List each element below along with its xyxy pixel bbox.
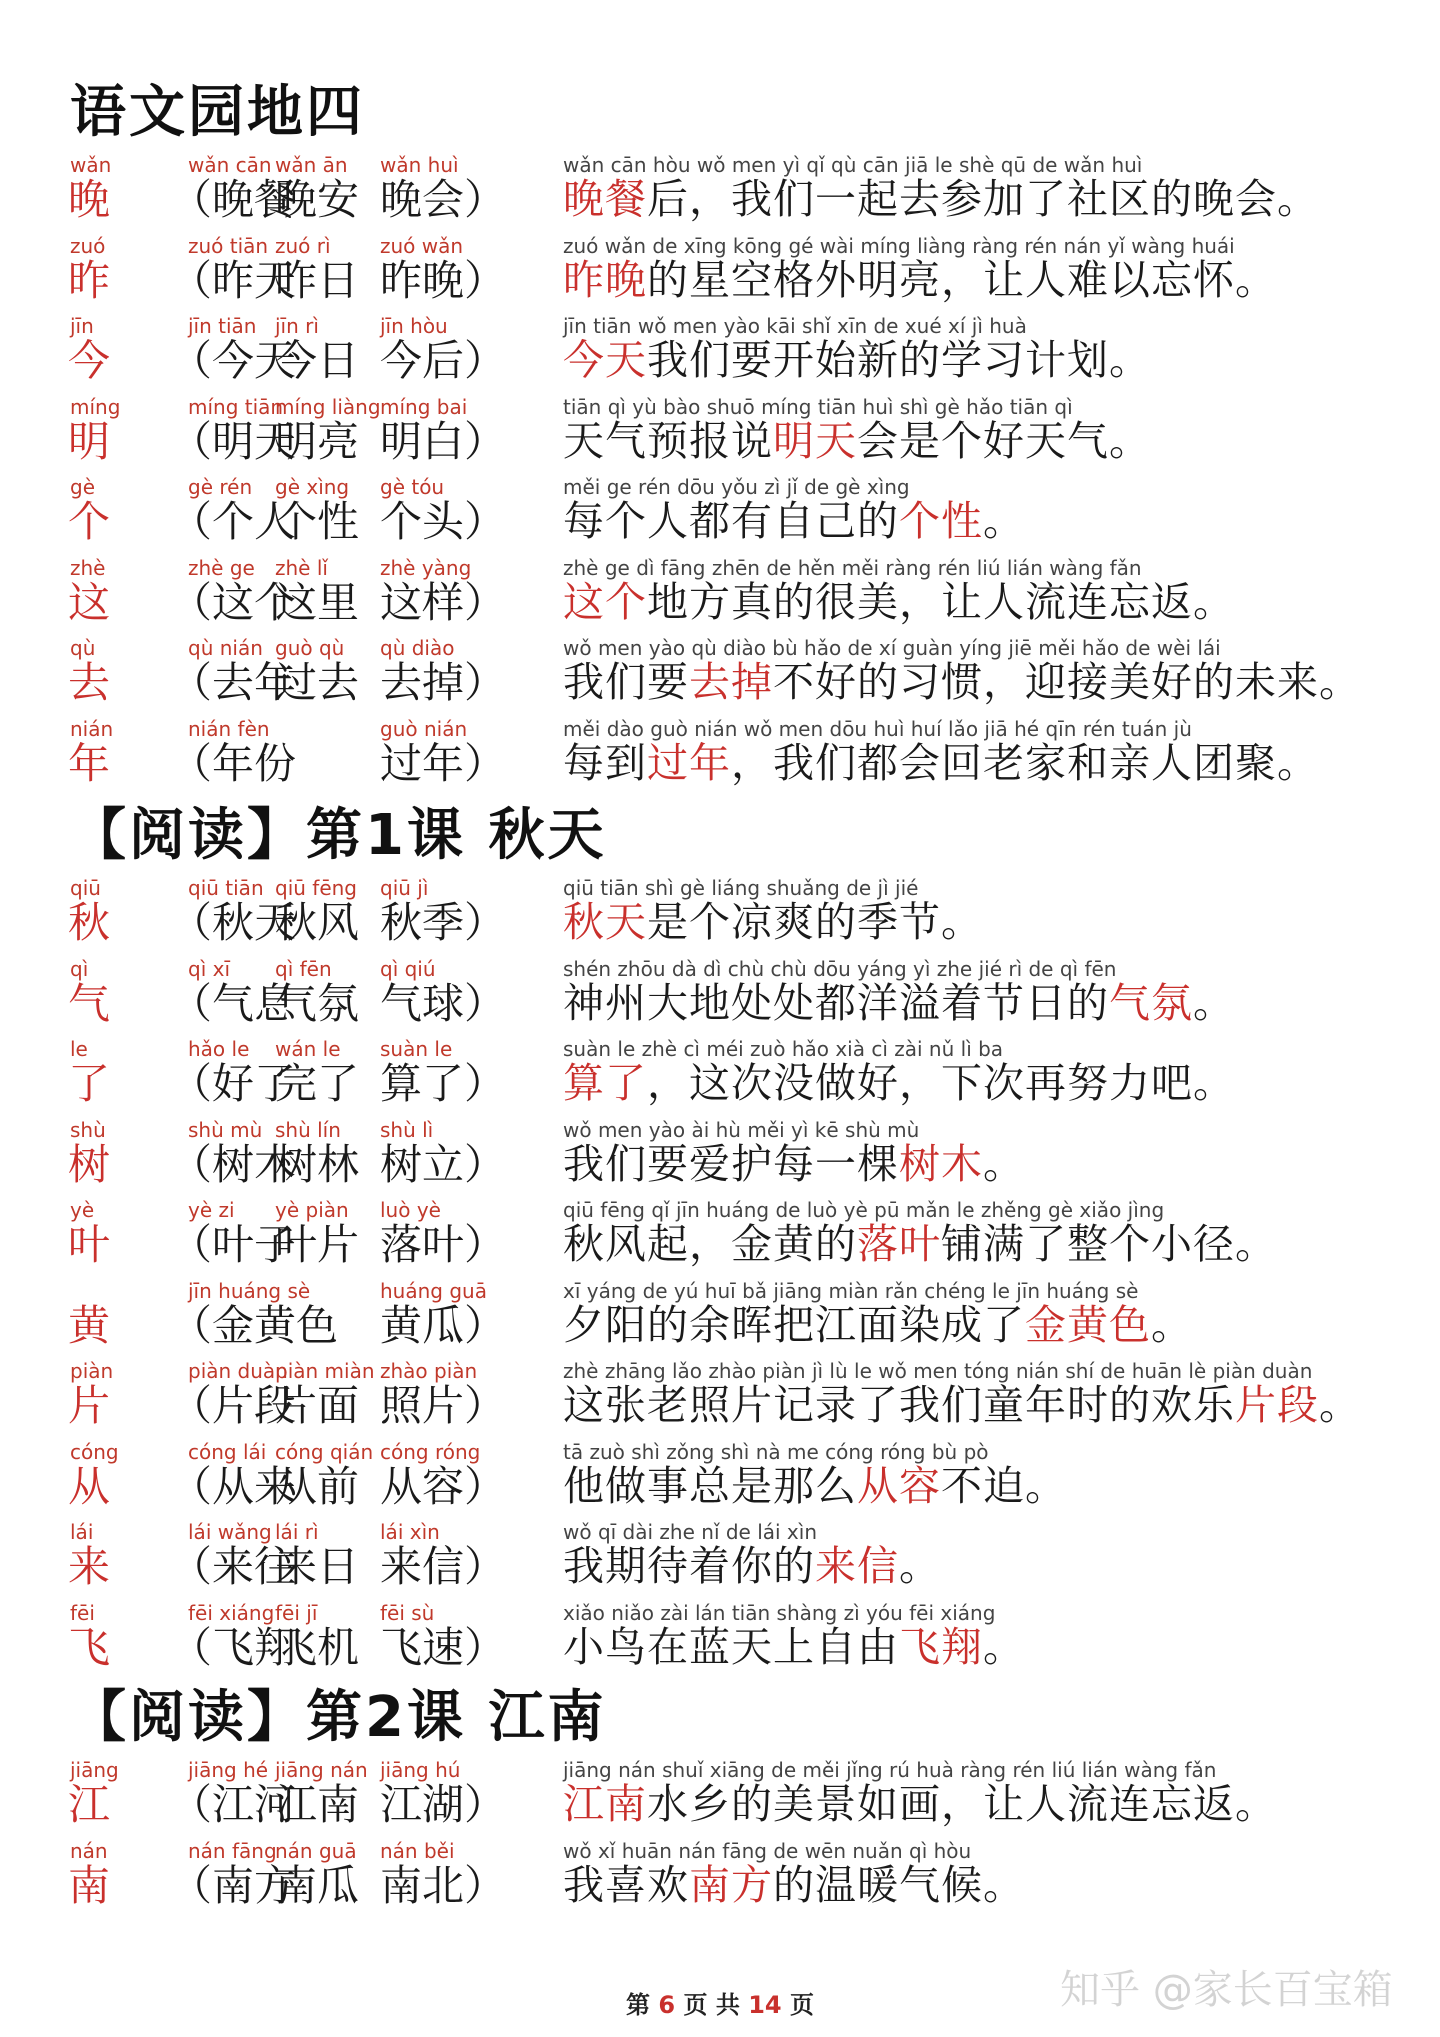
sentence-text	[563, 336, 1423, 384]
target-character: 叶	[68, 1220, 111, 1269]
vocab-row	[0, 316, 1440, 398]
char-pinyin: jiāng	[70, 1758, 119, 1782]
section-title: 语文园地四	[70, 80, 365, 145]
vocab-row	[0, 233, 1440, 318]
example-word: 昨晚）	[380, 255, 507, 305]
word-pinyin: fēi sù	[380, 1600, 435, 1625]
sentence-part: 他做事总是那么	[563, 1461, 857, 1510]
word-pinyin: fēi xiáng	[188, 1600, 275, 1625]
word-pinyin: jiāng hú	[380, 1758, 461, 1782]
example-sentence	[563, 716, 1423, 787]
example-word: 去掉）	[380, 658, 507, 707]
sentence-text	[563, 1622, 1423, 1671]
example-word: 这里	[275, 577, 360, 627]
sentence-pinyin: qiū fēng qǐ jīn huáng de luò yè pū mǎn le zhěng gè xiǎo jìng	[563, 1198, 1165, 1222]
example-word: （昨天	[170, 255, 297, 305]
example-word: 江南	[275, 1780, 360, 1829]
vocab-row	[0, 638, 1440, 720]
vocab-row	[0, 1439, 1440, 1524]
word-pinyin: nán běi	[380, 1838, 455, 1863]
vocab-row	[0, 1117, 1440, 1202]
sentence-part: 地方真的很美，让人流连忘返。	[647, 577, 1235, 626]
example-word: 照片）	[380, 1381, 507, 1430]
sentence-part: 不好的习惯，迎接美好的未来。	[773, 658, 1361, 706]
char-pinyin: gè	[70, 475, 95, 499]
char-pinyin: piàn	[70, 1359, 114, 1383]
highlighted-word: 算了	[563, 1059, 647, 1107]
sentence-pinyin: qiū tiān shì gè liáng shuǎng de jì jié	[563, 876, 919, 900]
word-pinyin: zuó tiān	[188, 233, 269, 258]
sentence-pinyin: wǒ xǐ huān nán fāng de wēn nuǎn qì hòu	[563, 1838, 972, 1863]
example-word: 南瓜	[275, 1860, 360, 1910]
example-word: 这样）	[380, 577, 507, 627]
sentence-part: 我期待着你的	[563, 1542, 815, 1590]
highlighted-word: 树木	[899, 1139, 983, 1188]
word-pinyin: qì fēn	[275, 956, 332, 981]
target-character: 秋	[68, 898, 111, 947]
word-pinyin: piàn miàn	[275, 1359, 375, 1383]
sentence-part: 。	[1151, 1300, 1193, 1349]
sentence-part: 后，我们一起去参加了社区的晚会。	[647, 175, 1319, 223]
target-character: 从	[68, 1461, 111, 1511]
example-word: 飞速）	[380, 1622, 507, 1672]
sentence-text	[563, 1220, 1423, 1268]
sentence-text	[563, 1381, 1423, 1429]
sentence-text	[563, 1860, 1423, 1909]
section-title: 【阅读】第2课 江南	[70, 1685, 607, 1750]
word-pinyin: shù lín	[275, 1117, 341, 1142]
sentence-pinyin: jiāng nán shuǐ xiāng de měi jǐng rú huà ràng rén liú lián wàng fǎn	[563, 1758, 1217, 1782]
example-word: （今天	[170, 336, 297, 385]
sentence-text	[563, 255, 1423, 304]
highlighted-word: 来信	[815, 1542, 899, 1590]
char-pinyin: le	[70, 1037, 88, 1061]
example-sentence	[563, 1520, 1423, 1590]
example-word: 秋季）	[380, 898, 507, 947]
highlighted-word: 江南	[563, 1780, 647, 1828]
word-pinyin: qì xī	[188, 956, 231, 981]
target-character: 明	[68, 416, 111, 466]
char-pinyin: nián	[70, 716, 114, 741]
sentence-part: 不迫。	[941, 1461, 1067, 1510]
target-character: 去	[68, 658, 111, 707]
highlighted-word: 明天	[773, 416, 857, 465]
char-pinyin: fēi	[70, 1600, 95, 1625]
example-word: 气氛	[275, 978, 360, 1028]
example-word: 算了）	[380, 1059, 507, 1108]
word-pinyin: qiū jì	[380, 876, 429, 900]
sentence-text	[563, 898, 1423, 946]
sentence-part: 这张老照片记录了我们童年时的欢乐	[563, 1381, 1235, 1429]
section-title: 【阅读】第1课 秋天	[70, 803, 607, 868]
word-pinyin: yè piàn	[275, 1198, 349, 1222]
example-word: 从容）	[380, 1461, 507, 1511]
target-character: 这	[68, 577, 111, 627]
target-character: 晚	[68, 175, 111, 224]
target-character: 黄	[68, 1300, 111, 1350]
sentence-part: 铺满了整个小径。	[941, 1220, 1277, 1268]
word-pinyin: qù diào	[380, 636, 455, 660]
word-pinyin: jīn rì	[275, 314, 319, 338]
example-sentence	[563, 394, 1423, 465]
word-pinyin: zuó wǎn	[380, 233, 464, 258]
target-character: 片	[68, 1381, 111, 1430]
word-pinyin: hǎo le	[188, 1037, 250, 1061]
word-pinyin: míng liàng	[275, 394, 381, 419]
word-pinyin: yè zi	[188, 1198, 235, 1222]
example-sentence	[563, 1838, 1423, 1909]
highlighted-word: 落叶	[857, 1220, 941, 1268]
example-word: 今日	[275, 336, 360, 385]
example-sentence	[563, 1037, 1423, 1107]
vocab-row	[0, 477, 1440, 559]
char-pinyin: yè	[70, 1198, 95, 1222]
example-sentence	[563, 1359, 1423, 1429]
sentence-text	[563, 1059, 1423, 1107]
highlighted-word: 去掉	[689, 658, 773, 706]
example-word: （个人	[170, 497, 297, 546]
example-sentence	[563, 1198, 1423, 1268]
word-pinyin: jiāng nán	[275, 1758, 368, 1782]
highlighted-word: 个性	[899, 497, 983, 545]
sentence-pinyin: wǎn cān hòu wǒ men yì qǐ qù cān jiā le shè qū de wǎn huì	[563, 153, 1143, 177]
vocab-row	[0, 1522, 1440, 1604]
example-word: 叶片	[275, 1220, 360, 1269]
example-word: 来信）	[380, 1542, 507, 1591]
example-sentence	[563, 475, 1423, 545]
example-word: （气息	[170, 978, 297, 1028]
sentence-pinyin: měi dào guò nián wǒ men dōu huì huí lǎo jiā hé qīn rén tuán jù	[563, 716, 1192, 741]
sentence-part: ，我们都会回老家和亲人团聚。	[731, 738, 1319, 787]
word-pinyin: míng bai	[380, 394, 468, 419]
example-word: 过去	[275, 658, 360, 707]
word-pinyin: lái wǎng	[188, 1520, 272, 1544]
vocab-row	[0, 155, 1440, 237]
word-pinyin: fēi jī	[275, 1600, 318, 1625]
word-pinyin: qiū fēng	[275, 876, 358, 900]
example-word: 来日	[275, 1542, 360, 1591]
word-pinyin: nán fāng	[188, 1838, 277, 1863]
word-pinyin: cóng lái	[188, 1439, 267, 1464]
sentence-part: 。	[899, 1542, 941, 1590]
example-word: 落叶）	[380, 1220, 507, 1269]
vocab-row	[0, 1361, 1440, 1443]
example-word: （树木	[170, 1139, 297, 1189]
example-word: 晚会）	[380, 175, 507, 224]
sentence-pinyin: wǒ men yào ài hù měi yì kē shù mù	[563, 1117, 920, 1142]
example-word: 秋风	[275, 898, 360, 947]
target-character: 来	[68, 1542, 111, 1591]
highlighted-word: 片段	[1235, 1381, 1319, 1429]
sentence-part: 的温暖气候。	[773, 1860, 1025, 1909]
word-pinyin: zhào piàn	[380, 1359, 478, 1383]
example-word: 明亮	[275, 416, 360, 466]
sentence-part: 的星空格外明亮，让人难以忘怀。	[647, 255, 1277, 304]
sentence-text	[563, 577, 1423, 626]
sentence-part: 。	[1193, 978, 1235, 1027]
example-word: （秋天	[170, 898, 297, 947]
sentence-part: 。	[983, 1622, 1025, 1671]
example-word: 南北）	[380, 1860, 507, 1910]
example-word: 气球）	[380, 978, 507, 1028]
word-pinyin: nán guā	[275, 1838, 357, 1863]
word-pinyin: qì qiú	[380, 956, 436, 981]
word-pinyin: qiū tiān	[188, 876, 264, 900]
word-pinyin: zhè ge	[188, 555, 255, 580]
example-word: 江湖）	[380, 1780, 507, 1829]
word-pinyin: zuó rì	[275, 233, 331, 258]
example-word: 树立）	[380, 1139, 507, 1189]
char-pinyin: qiū	[70, 876, 101, 900]
sentence-text	[563, 978, 1423, 1027]
example-sentence	[563, 876, 1423, 946]
highlighted-word: 晚餐	[563, 175, 647, 223]
vocab-row	[0, 1760, 1440, 1842]
sentence-pinyin: wǒ qī dài zhe nǐ de lái xìn	[563, 1520, 818, 1544]
example-word: 过年）	[380, 738, 507, 788]
sentence-pinyin: jīn tiān wǒ men yào kāi shǐ xīn de xué xí jì huà	[563, 314, 1027, 338]
example-word: （南方	[170, 1860, 297, 1910]
sentence-pinyin: tā zuò shì zǒng shì nà me cóng róng bù pò	[563, 1439, 989, 1464]
vocab-row	[0, 555, 1440, 640]
sentence-part: 我们要	[563, 658, 689, 706]
highlighted-word: 今天	[563, 336, 647, 384]
example-sentence	[563, 1439, 1423, 1510]
example-sentence	[563, 636, 1423, 706]
word-pinyin: shù mù	[188, 1117, 263, 1142]
example-word: 片面	[275, 1381, 360, 1430]
word-pinyin: zhè yàng	[380, 555, 472, 580]
sentence-part: 每到	[563, 738, 647, 787]
word-pinyin: jīn tiān	[188, 314, 257, 338]
example-word: 昨日	[275, 255, 360, 305]
sentence-text	[563, 1139, 1423, 1188]
word-pinyin: luò yè	[380, 1198, 441, 1222]
example-word: （从来	[170, 1461, 297, 1511]
sentence-part: 夕阳的余晖把江面染成了	[563, 1300, 1025, 1349]
example-sentence	[563, 555, 1423, 626]
sentence-text	[563, 416, 1423, 465]
example-word: （去年	[170, 658, 297, 707]
sentence-pinyin: xī yáng de yú huī bǎ jiāng miàn rǎn chéng le jīn huáng sè	[563, 1278, 1139, 1303]
target-character: 了	[68, 1059, 111, 1108]
char-pinyin: nán	[70, 1838, 108, 1863]
vocab-row	[0, 956, 1440, 1041]
char-pinyin: wǎn	[70, 153, 112, 177]
target-character: 树	[68, 1139, 111, 1189]
example-word: 个性	[275, 497, 360, 546]
word-pinyin: cóng qián	[275, 1439, 374, 1464]
highlighted-word: 气氛	[1109, 978, 1193, 1027]
vocab-row	[0, 1200, 1440, 1282]
example-word: 飞机	[275, 1622, 360, 1672]
word-pinyin: wǎn cān	[188, 153, 272, 177]
example-word: 个头）	[380, 497, 507, 546]
word-pinyin: jīn hòu	[380, 314, 448, 338]
sentence-text	[563, 1300, 1423, 1349]
vocab-row	[0, 1600, 1440, 1685]
example-sentence	[563, 153, 1423, 223]
sentence-part: 天气预报说	[563, 416, 773, 465]
highlighted-word: 南方	[689, 1860, 773, 1909]
sentence-text	[563, 175, 1423, 223]
word-pinyin: qù nián	[188, 636, 263, 660]
sentence-text	[563, 738, 1423, 787]
highlighted-word: 昨晚	[563, 255, 647, 304]
example-word: 从前	[275, 1461, 360, 1511]
target-character: 昨	[68, 255, 111, 305]
example-word: 树林	[275, 1139, 360, 1189]
sentence-text	[563, 658, 1423, 706]
sentence-text	[563, 497, 1423, 545]
word-pinyin: huáng guā	[380, 1278, 487, 1303]
example-word: （金黄色	[170, 1300, 339, 1350]
word-pinyin: lái xìn	[380, 1520, 440, 1544]
example-word: （片段	[170, 1381, 297, 1430]
sentence-pinyin: zuó wǎn de xīng kōng gé wài míng liàng ràng rén nán yǐ wàng huái	[563, 233, 1235, 258]
sentence-pinyin: shén zhōu dà dì chù chù dōu yáng yì zhe jié rì de qì fēn	[563, 956, 1117, 981]
sentence-pinyin: zhè zhāng lǎo zhào piàn jì lù le wǒ men tóng nián shí de huān lè piàn duàn	[563, 1359, 1313, 1383]
char-pinyin: zhè	[70, 555, 106, 580]
example-word: 明白）	[380, 416, 507, 466]
word-pinyin: guò qù	[275, 636, 345, 660]
word-pinyin: cóng róng	[380, 1439, 481, 1464]
total-pages: 14	[748, 1991, 782, 2019]
char-pinyin: jīn	[70, 314, 94, 338]
word-pinyin: wǎn ān	[275, 153, 348, 177]
example-word: （来往	[170, 1542, 297, 1591]
char-pinyin: zuó	[70, 233, 106, 258]
sentence-part: 。	[983, 497, 1025, 545]
sentence-text	[563, 1780, 1423, 1828]
example-word: （飞翔	[170, 1622, 297, 1672]
example-word: （叶子	[170, 1220, 297, 1269]
sentence-text	[563, 1542, 1423, 1590]
highlighted-word: 飞翔	[899, 1622, 983, 1671]
char-pinyin: qì	[70, 956, 89, 981]
sentence-part: 神州大地处处都洋溢着节日的	[563, 978, 1109, 1027]
sentence-part: 秋风起，金黄的	[563, 1220, 857, 1268]
highlighted-word: 秋天	[563, 898, 647, 946]
example-word: 晚安	[275, 175, 360, 224]
vocab-row	[0, 1278, 1440, 1363]
sentence-text	[563, 1461, 1423, 1510]
example-sentence	[563, 233, 1423, 304]
vocab-row	[0, 716, 1440, 801]
sentence-part: 是个凉爽的季节。	[647, 898, 983, 946]
target-character: 气	[68, 978, 111, 1028]
example-sentence	[563, 314, 1423, 384]
word-pinyin: jīn huáng sè	[188, 1278, 311, 1303]
word-pinyin: wǎn huì	[380, 153, 459, 177]
target-character: 年	[68, 738, 111, 788]
example-word: 完了	[275, 1059, 360, 1108]
char-pinyin: míng	[70, 394, 121, 419]
sentence-part: 我们要爱护每一棵	[563, 1139, 899, 1188]
page-footer: 第 6 页 共 14 页	[626, 1991, 814, 2019]
sentence-pinyin: wǒ men yào qù diào bù hǎo de xí guàn yíng jiē měi hǎo de wèi lái	[563, 636, 1221, 660]
example-sentence	[563, 1758, 1423, 1828]
example-word: （这个	[170, 577, 297, 627]
target-character: 个	[68, 497, 111, 546]
example-word: （年份	[170, 738, 297, 788]
example-word: （好了	[170, 1059, 297, 1108]
sentence-pinyin: suàn le zhè cì méi zuò hǎo xià cì zài nǔ lì ba	[563, 1037, 1004, 1061]
word-pinyin: lái rì	[275, 1520, 319, 1544]
vocab-row	[0, 878, 1440, 960]
word-pinyin: zhè lǐ	[275, 555, 328, 580]
example-word: （江河	[170, 1780, 297, 1829]
sentence-pinyin: zhè ge dì fāng zhēn de hěn měi ràng rén liú lián wàng fǎn	[563, 555, 1142, 580]
char-pinyin: cóng	[70, 1439, 119, 1464]
char-pinyin: shù	[70, 1117, 106, 1142]
highlighted-word: 过年	[647, 738, 731, 787]
example-sentence	[563, 956, 1423, 1027]
vocab-row	[0, 394, 1440, 479]
example-sentence	[563, 1278, 1423, 1349]
sentence-part: 水乡的美景如画，让人流连忘返。	[647, 1780, 1277, 1828]
target-character: 今	[68, 336, 111, 385]
word-pinyin: jiāng hé	[188, 1758, 269, 1782]
sentence-part: 。	[1319, 1381, 1361, 1429]
example-word: 今后）	[380, 336, 507, 385]
word-pinyin: míng tiān	[188, 394, 284, 419]
vocab-row	[0, 1838, 1440, 1923]
example-word: （晚餐	[170, 175, 297, 224]
example-sentence	[563, 1600, 1423, 1671]
word-pinyin: gè xìng	[275, 475, 350, 499]
word-pinyin: guò nián	[380, 716, 468, 741]
sentence-part: 小鸟在蓝天上自由	[563, 1622, 899, 1671]
highlighted-word: 这个	[563, 577, 647, 626]
sentence-part: 会是个好天气。	[857, 416, 1151, 465]
sentence-part: ，这次没做好，下次再努力吧。	[647, 1059, 1235, 1107]
current-page: 6	[658, 1991, 676, 2019]
sentence-pinyin: xiǎo niǎo zài lán tiān shàng zì yóu fēi xiáng	[563, 1600, 996, 1625]
sentence-part: 。	[983, 1139, 1025, 1188]
target-character: 南	[68, 1860, 111, 1910]
char-pinyin: lái	[70, 1520, 94, 1544]
word-pinyin: gè rén	[188, 475, 253, 499]
sentence-part: 每个人都有自己的	[563, 497, 899, 545]
target-character: 江	[68, 1780, 111, 1829]
highlighted-word: 从容	[857, 1461, 941, 1510]
word-pinyin: nián fèn	[188, 716, 270, 741]
watermark: 知乎 @家长百宝箱	[1060, 1967, 1393, 2013]
sentence-part: 我们要开始新的学习计划。	[647, 336, 1151, 384]
example-word: 黄瓜）	[380, 1300, 507, 1350]
sentence-pinyin: tiān qì yù bào shuō míng tiān huì shì gè hǎo tiān qì	[563, 394, 1073, 419]
highlighted-word: 金黄色	[1025, 1300, 1151, 1349]
char-pinyin: qù	[70, 636, 96, 660]
word-pinyin: wán le	[275, 1037, 341, 1061]
word-pinyin: shù lì	[380, 1117, 434, 1142]
example-sentence	[563, 1117, 1423, 1188]
word-pinyin: gè tóu	[380, 475, 445, 499]
example-word: （明天	[170, 416, 297, 466]
vocab-row	[0, 1039, 1440, 1121]
target-character: 飞	[68, 1622, 111, 1672]
word-pinyin: piàn duàn	[188, 1359, 288, 1383]
sentence-pinyin: měi ge rén dōu yǒu zì jǐ de gè xìng	[563, 475, 910, 499]
word-pinyin: suàn le	[380, 1037, 453, 1061]
sentence-part: 我喜欢	[563, 1860, 689, 1909]
